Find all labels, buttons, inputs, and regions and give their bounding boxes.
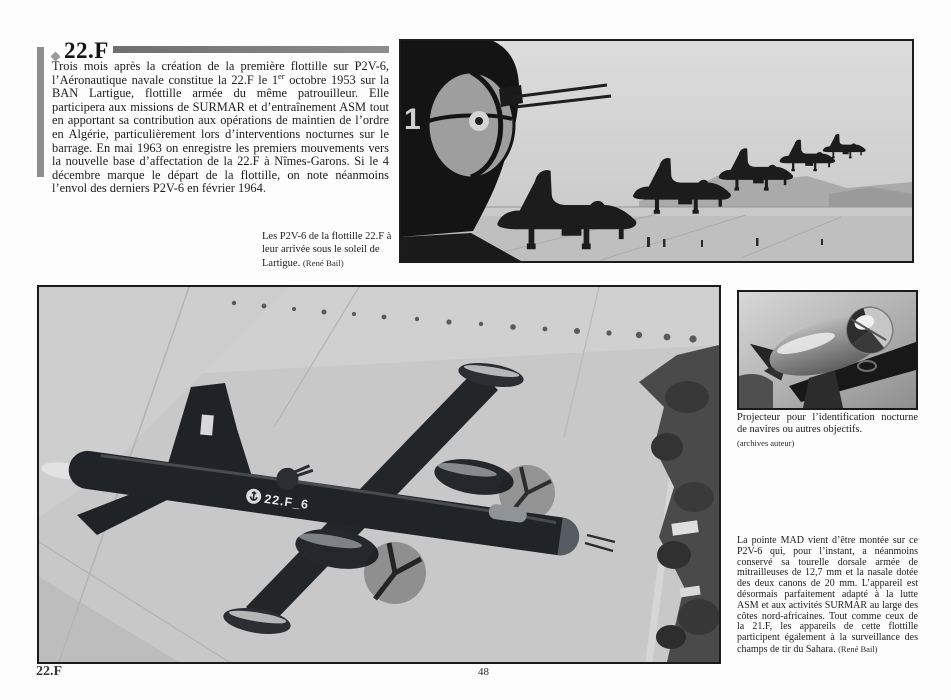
- nose-number-marking: 1: [404, 103, 421, 136]
- section-title: 22.F: [64, 38, 109, 63]
- intro-text-1: Trois mois après la création de la première flottille sur P2V-6, l’Aéronautique navale constitue la 22.F le 1: [52, 59, 389, 87]
- aerial-photo: [37, 285, 721, 664]
- title-accent-bar: [113, 46, 389, 53]
- flightline-photo: [399, 39, 914, 263]
- projector-photo-art: [739, 292, 916, 408]
- fuselage-code-marking: 22.F_6: [263, 491, 310, 512]
- projector-caption-credit: (archives auteur): [737, 438, 795, 448]
- flightline-caption-text: Les P2V-6 de la flottille 22.F à leur arrivée sous le soleil de Lartigue.: [262, 231, 392, 269]
- projector-caption-text: Projecteur pour l’identification nocturne de navires ou autres objectifs.: [737, 412, 918, 435]
- flightline-photo-art: [401, 41, 912, 261]
- intro-superscript: er: [278, 70, 285, 81]
- footer-page-number: 48: [478, 666, 489, 678]
- flightline-caption-credit: (René Bail): [302, 257, 344, 268]
- intro-text-2: octobre 1953 sur la BAN Lartigue, flottille armée du même patrouilleur. Elle participera aux missions de SURMAR et d’entraînement ASM tout en apportant sa contribution aux opérations de maintien de l’ordre en Algérie, particulièrement lors d’interventions nocturnes sur le barrage. En mai 1963 on enregistre les premiers mouvements vers la nouvelle base d’affectation de la 22.F à Nîmes-Garons. Si le 4 décembre marque le départ de la flottille, on note néanmoins l’envol des derniers P2V-6 en février 1964.: [52, 72, 389, 196]
- intro-paragraph: [52, 60, 389, 196]
- aerial-photo-art: [39, 287, 719, 662]
- projector-caption: [737, 412, 918, 449]
- left-rule-bar: [37, 47, 44, 177]
- flightline-caption: [262, 231, 392, 270]
- sidebar-paragraph-credit: (René Bail): [838, 643, 878, 654]
- footer-section-label: 22.F: [36, 664, 63, 679]
- sidebar-paragraph: [737, 536, 918, 656]
- projector-photo: [737, 290, 918, 410]
- sidebar-paragraph-text: La pointe MAD vient d’être montée sur ce P2V-6 qui, pour l’instant, a néanmoins conservé sa tourelle dorsale armée de mitrailleuses de 12,7 mm et la nasale dotée des deux canons de 20 mm. L’appareil est désormais parfaitement adapté à la lutte ASM et aux activités SURMAR au large des côtes nord-africaines. Tout comme ceux de la 21.F, les appareils de cette flottille participent également à la surveillance des champs de tir du Sahara.: [737, 535, 918, 655]
